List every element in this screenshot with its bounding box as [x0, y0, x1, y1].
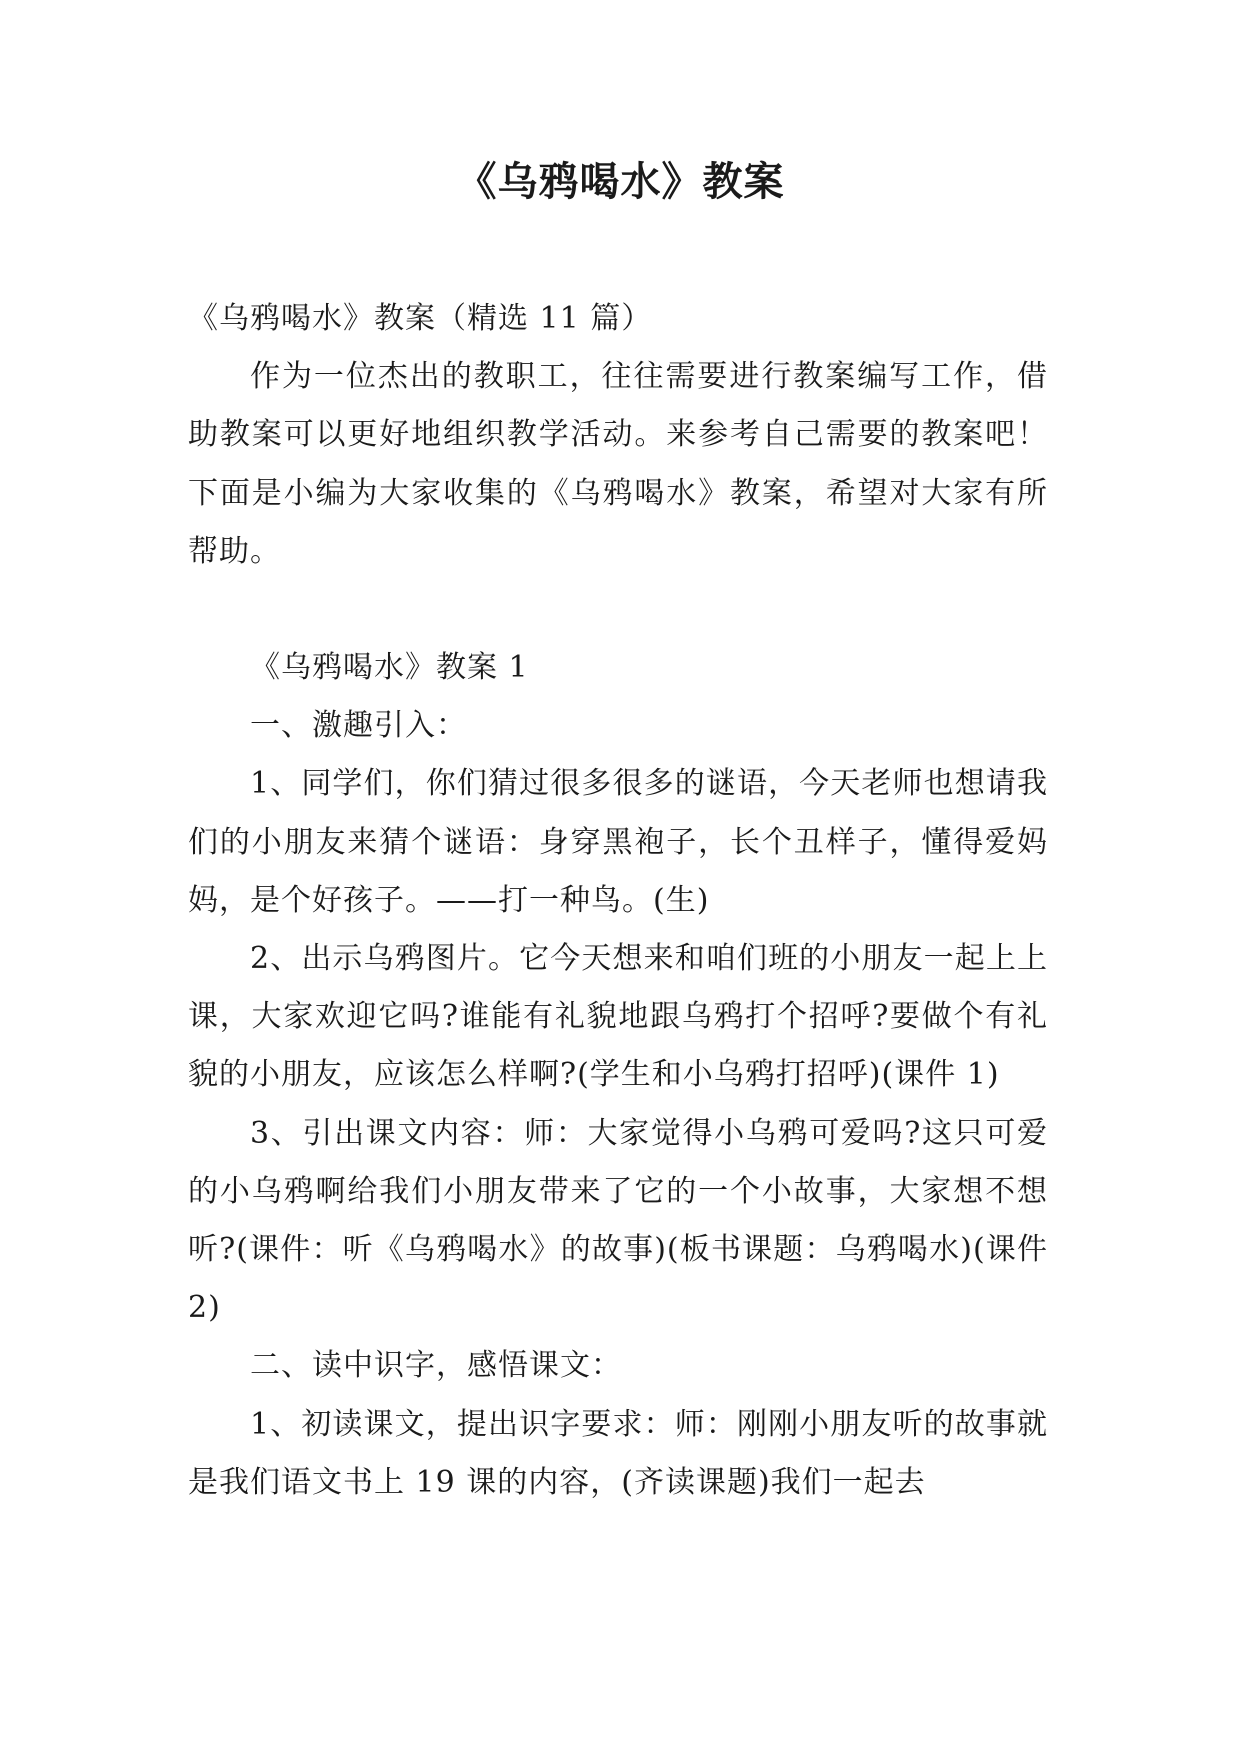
document-subtitle: 《乌鸦喝水》教案（精选 11 篇） — [188, 301, 653, 336]
paragraph-1-3: 3、引出课文内容：师：大家觉得小乌鸦可爱吗?这只可爱的小乌鸦啊给我们小朋友带来了它的一个小故事，大家想不想听?(课件：听《乌鸦喝水》的故事)(板书课题：乌鸦喝水)(课件 2) — [188, 1115, 1048, 1326]
intro-paragraph: 作为一位杰出的教职工，往往需要进行教案编写工作，借助教案可以更好地组织教学活动。来参考自己需要的教案吧！下面是小编为大家收集的《乌鸦喝水》教案，希望对大家有所帮助。 — [188, 359, 1048, 569]
part-heading-1: 一、激趣引入： — [250, 708, 467, 744]
part-heading-2: 二、读中识字，感悟课文： — [250, 1348, 622, 1384]
paragraph-2-1: 1、初读课文，提出识字要求：师：刚刚小朋友听的故事就是我们语文书上 19 课的内容，(齐读课题)我们一起去 — [188, 1406, 1048, 1500]
paragraph-1-1: 1、同学们，你们猜过很多很多的谜语，今天老师也想请我们的小朋友来猜个谜语：身穿黑袍子，长个丑样子，懂得爱妈妈，是个好孩子。——打一种鸟。(生) — [188, 766, 1048, 918]
document-body — [188, 290, 1048, 1512]
section-heading: 《乌鸦喝水》教案 1 — [250, 650, 529, 686]
document-title: 《乌鸦喝水》教案 — [456, 159, 785, 205]
paragraph-1-2: 2、出示乌鸦图片。它今天想来和咱们班的小朋友一起上上课，大家欢迎它吗?谁能有礼貌地跟乌鸦打个招呼?要做个有礼貌的小朋友，应该怎么样啊?(学生和小乌鸦打招呼)(课件 1) — [188, 941, 1048, 1093]
